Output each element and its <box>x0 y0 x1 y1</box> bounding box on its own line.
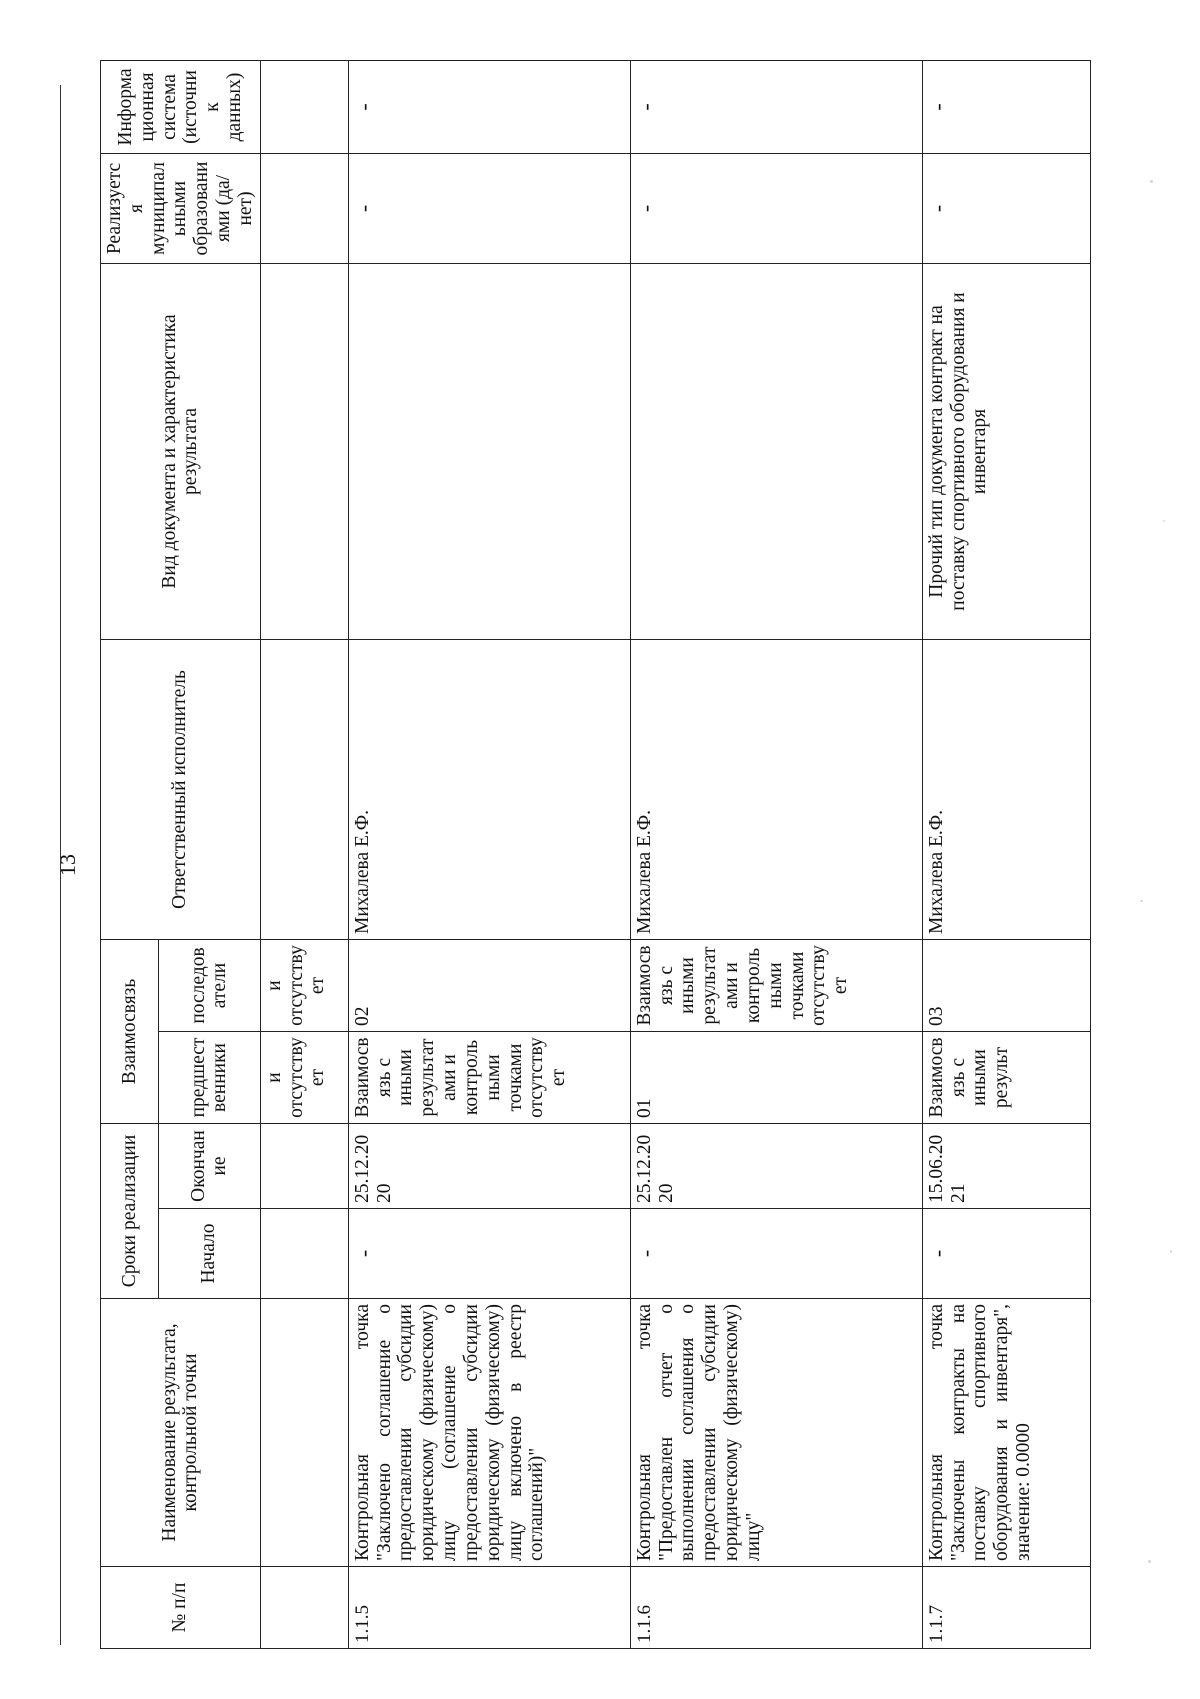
row-succ: Взаимосвязь с иными результатами и контрольными точками отсутствует <box>630 939 922 1031</box>
rotated-document-page <box>55 40 1175 1665</box>
row-pred: 01 <box>630 1032 922 1124</box>
row-start: - <box>630 1209 922 1299</box>
row-info: - <box>630 60 922 153</box>
row-end: 15.06.2021 <box>922 1124 1090 1209</box>
header-pred: предшественники <box>158 1032 260 1124</box>
row-num: 1.1.7 <box>922 1567 1090 1649</box>
header-link: Взаимосвязь <box>101 939 159 1123</box>
table-row <box>922 60 1090 1648</box>
row-info: - <box>922 60 1090 153</box>
continuation-succ: и отсутствует <box>260 939 348 1031</box>
header-num: № п/п <box>101 1567 261 1649</box>
row-end: 25.12.2020 <box>348 1124 630 1209</box>
row-name: Контрольная точка "Предоставлен отчет о выполнении соглашения о предоставлении субсидии юридическому (физическому) лицу" <box>630 1299 922 1567</box>
top-rule <box>60 85 61 1645</box>
table-row <box>348 60 630 1648</box>
row-resp: Михалева Е.Ф. <box>348 639 630 939</box>
row-resp: Михалева Е.Ф. <box>630 639 922 939</box>
row-doc <box>630 263 922 639</box>
row-doc <box>348 263 630 639</box>
row-succ: 03 <box>922 939 1090 1031</box>
row-succ: 02 <box>348 939 630 1031</box>
header-succ: последователи <box>158 939 260 1031</box>
header-name: Наименование результата, контрольной точки <box>101 1299 261 1567</box>
row-name: Контрольная точка "Заключено соглашение о предоставлении субсидии юридическому (физическому) лицу (соглашение о предоставлении субсидии юридическому (физическому) лицу включено в реестр соглашений)" <box>348 1299 630 1567</box>
header-info: Информационная система (источник данных) <box>101 60 261 153</box>
row-mun: - <box>630 153 922 263</box>
scan-speckle <box>1170 1250 1172 1253</box>
table-row <box>630 60 922 1648</box>
row-num: 1.1.6 <box>630 1567 922 1649</box>
continuation-pred: и отсутствует <box>260 1032 348 1124</box>
row-pred: Взаимосвязь с иными результатами и контрольными точками отсутствует <box>348 1032 630 1124</box>
row-start: - <box>922 1209 1090 1299</box>
row-doc: Прочий тип документа контракт на поставку спортивного оборудования и инвентаря <box>922 263 1090 639</box>
row-pred: Взаимосвязь с иными результ <box>922 1032 1090 1124</box>
row-end: 25.12.2020 <box>630 1124 922 1209</box>
header-end: Окончание <box>158 1124 260 1209</box>
scan-speckle <box>1150 180 1153 183</box>
header-resp: Ответственный исполнитель <box>101 639 261 939</box>
row-mun: - <box>922 153 1090 263</box>
row-start: - <box>348 1209 630 1299</box>
header-start: Начало <box>158 1209 260 1299</box>
row-mun: - <box>348 153 630 263</box>
header-row-1 <box>101 60 159 1648</box>
scan-speckle <box>1163 520 1165 522</box>
row-name: Контрольная точка "Заключены контракты на поставку спортивного оборудования и инвентаря", значение: 0.0000 <box>922 1299 1090 1567</box>
continuation-row <box>260 60 348 1648</box>
row-resp: Михалева Е.Ф. <box>922 639 1090 939</box>
header-terms: Сроки реализации <box>101 1124 159 1299</box>
scan-speckle <box>1140 900 1143 902</box>
row-num: 1.1.5 <box>348 1567 630 1649</box>
header-doc: Вид документа и характеристика результата <box>101 263 261 639</box>
scan-speckle <box>1148 1560 1151 1563</box>
row-info: - <box>348 60 630 153</box>
page-number: 13 <box>55 854 80 876</box>
results-table <box>100 60 1091 1649</box>
header-mun: Реализуется муниципальными образованиями (да/нет) <box>101 153 261 263</box>
